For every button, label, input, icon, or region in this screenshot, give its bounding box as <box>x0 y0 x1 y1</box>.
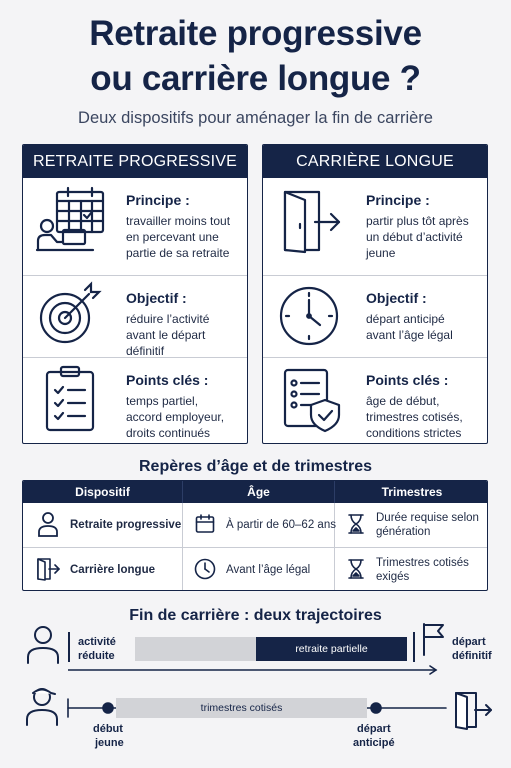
debut-jeune-line-1: début <box>93 723 123 735</box>
row1-age: À partir de 60–62 ans <box>226 519 336 531</box>
target-icon <box>35 280 107 352</box>
header-trimestres: Trimestres <box>334 481 488 503</box>
card-title: RETRAITE PROGRESSIVE <box>23 145 247 178</box>
principe-line-1: partir plus tôt après <box>366 214 469 228</box>
points-cles-line-2: accord employeur, <box>126 410 225 424</box>
document-shield-icon <box>275 364 347 436</box>
principe-line-2: un début d’activité <box>366 230 463 244</box>
exit-door-icon <box>36 557 60 581</box>
exit-door-icon <box>453 690 493 730</box>
page-title-line-1: Retraite progressive <box>89 14 422 53</box>
clock-icon <box>194 558 216 580</box>
person-at-computer-calendar-icon <box>35 186 107 258</box>
principe-line-3: partie de sa retraite <box>126 246 230 260</box>
points-cles-line-2: trimestres cotisés, <box>366 410 463 424</box>
page-title-line-2: ou carrière longue ? <box>90 59 421 98</box>
debut-jeune-line-2: jeune <box>95 737 124 749</box>
activite-reduite-bar <box>135 637 256 661</box>
header-age: Âge <box>182 481 334 503</box>
flag-icon <box>420 622 446 656</box>
row2-trimestres-line-1: Trimestres cotisés <box>376 557 469 569</box>
activite-line-2: réduite <box>78 650 115 662</box>
trimestres-cotises-label: trimestres cotisés <box>200 702 283 714</box>
objectif-row <box>263 275 487 357</box>
objectif-line-2: avant l’âge légal <box>366 328 453 342</box>
objectif-line-1: départ anticipé <box>366 312 445 326</box>
points-cles-line-1: âge de début, <box>366 394 440 408</box>
row1-trimestres-line-1: Durée requise selon <box>376 512 479 524</box>
points-cles-line-1: temps partiel, <box>126 394 199 408</box>
end-marker <box>413 632 415 662</box>
row1-dispositif: Retraite progressive <box>70 519 182 531</box>
objectif-label: Objectif : <box>126 290 187 306</box>
objectif-line-1: réduire l’activité <box>126 312 210 326</box>
row2-dispositif: Carrière longue <box>70 564 155 576</box>
points-cles-line-3: droits continués <box>126 426 211 440</box>
principe-label: Principe : <box>126 192 190 208</box>
objectif-row <box>23 275 247 357</box>
page-subtitle: Deux dispositifs pour aménager la fin de carrière <box>78 109 433 127</box>
person-icon <box>26 625 60 665</box>
principe-row <box>23 178 247 275</box>
points-cles-row <box>23 357 247 444</box>
activite-line-1: activité <box>78 636 116 648</box>
points-cles-row <box>263 357 487 444</box>
calendar-icon <box>195 514 215 534</box>
start-marker <box>68 632 70 662</box>
points-cles-line-3: conditions strictes <box>366 426 462 440</box>
objectif-label: Objectif : <box>366 290 427 306</box>
reperes-table <box>22 480 488 591</box>
points-cles-label: Points clés : <box>366 372 449 388</box>
depart-anticipe-line-2: anticipé <box>353 737 395 749</box>
objectif-line-3: définitif <box>126 344 165 358</box>
person-icon <box>37 511 59 537</box>
row2-age: Avant l’âge légal <box>226 564 311 576</box>
principe-line-1: travailler moins tout <box>126 214 231 228</box>
timeline-arrow-1 <box>68 664 440 676</box>
card-title: CARRIÈRE LONGUE <box>263 145 487 178</box>
principe-line-2: en percevant une <box>126 230 219 244</box>
depart-definitif-line-1: départ <box>452 636 486 648</box>
checklist-clipboard-icon <box>35 364 107 436</box>
clock-icon <box>275 280 347 352</box>
depart-anticipe-line-1: départ <box>357 723 391 735</box>
card-carriere-longue <box>262 144 488 444</box>
principe-line-3: jeune <box>366 246 396 260</box>
row1-trimestres-line-2: génération <box>376 526 431 538</box>
header-dispositif: Dispositif <box>23 481 182 503</box>
reperes-title: Repères d’âge et de trimestres <box>139 458 372 475</box>
hourglass-icon <box>348 559 364 579</box>
trajectoires-title: Fin de carrière : deux trajectoires <box>129 607 382 624</box>
retraite-partielle-label: retraite partielle <box>295 643 368 655</box>
exit-door-icon <box>275 186 347 258</box>
principe-row <box>263 178 487 275</box>
objectif-line-2: avant le départ <box>126 328 206 342</box>
hourglass-icon <box>348 514 364 534</box>
points-cles-label: Points clés : <box>126 372 209 388</box>
principe-label: Principe : <box>366 192 430 208</box>
young-person-cap-icon <box>24 683 60 727</box>
depart-definitif-line-2: définitif <box>452 650 492 662</box>
row2-trimestres-line-2: exigés <box>376 571 410 583</box>
card-retraite-progressive <box>22 144 248 444</box>
row-divider <box>23 547 487 548</box>
